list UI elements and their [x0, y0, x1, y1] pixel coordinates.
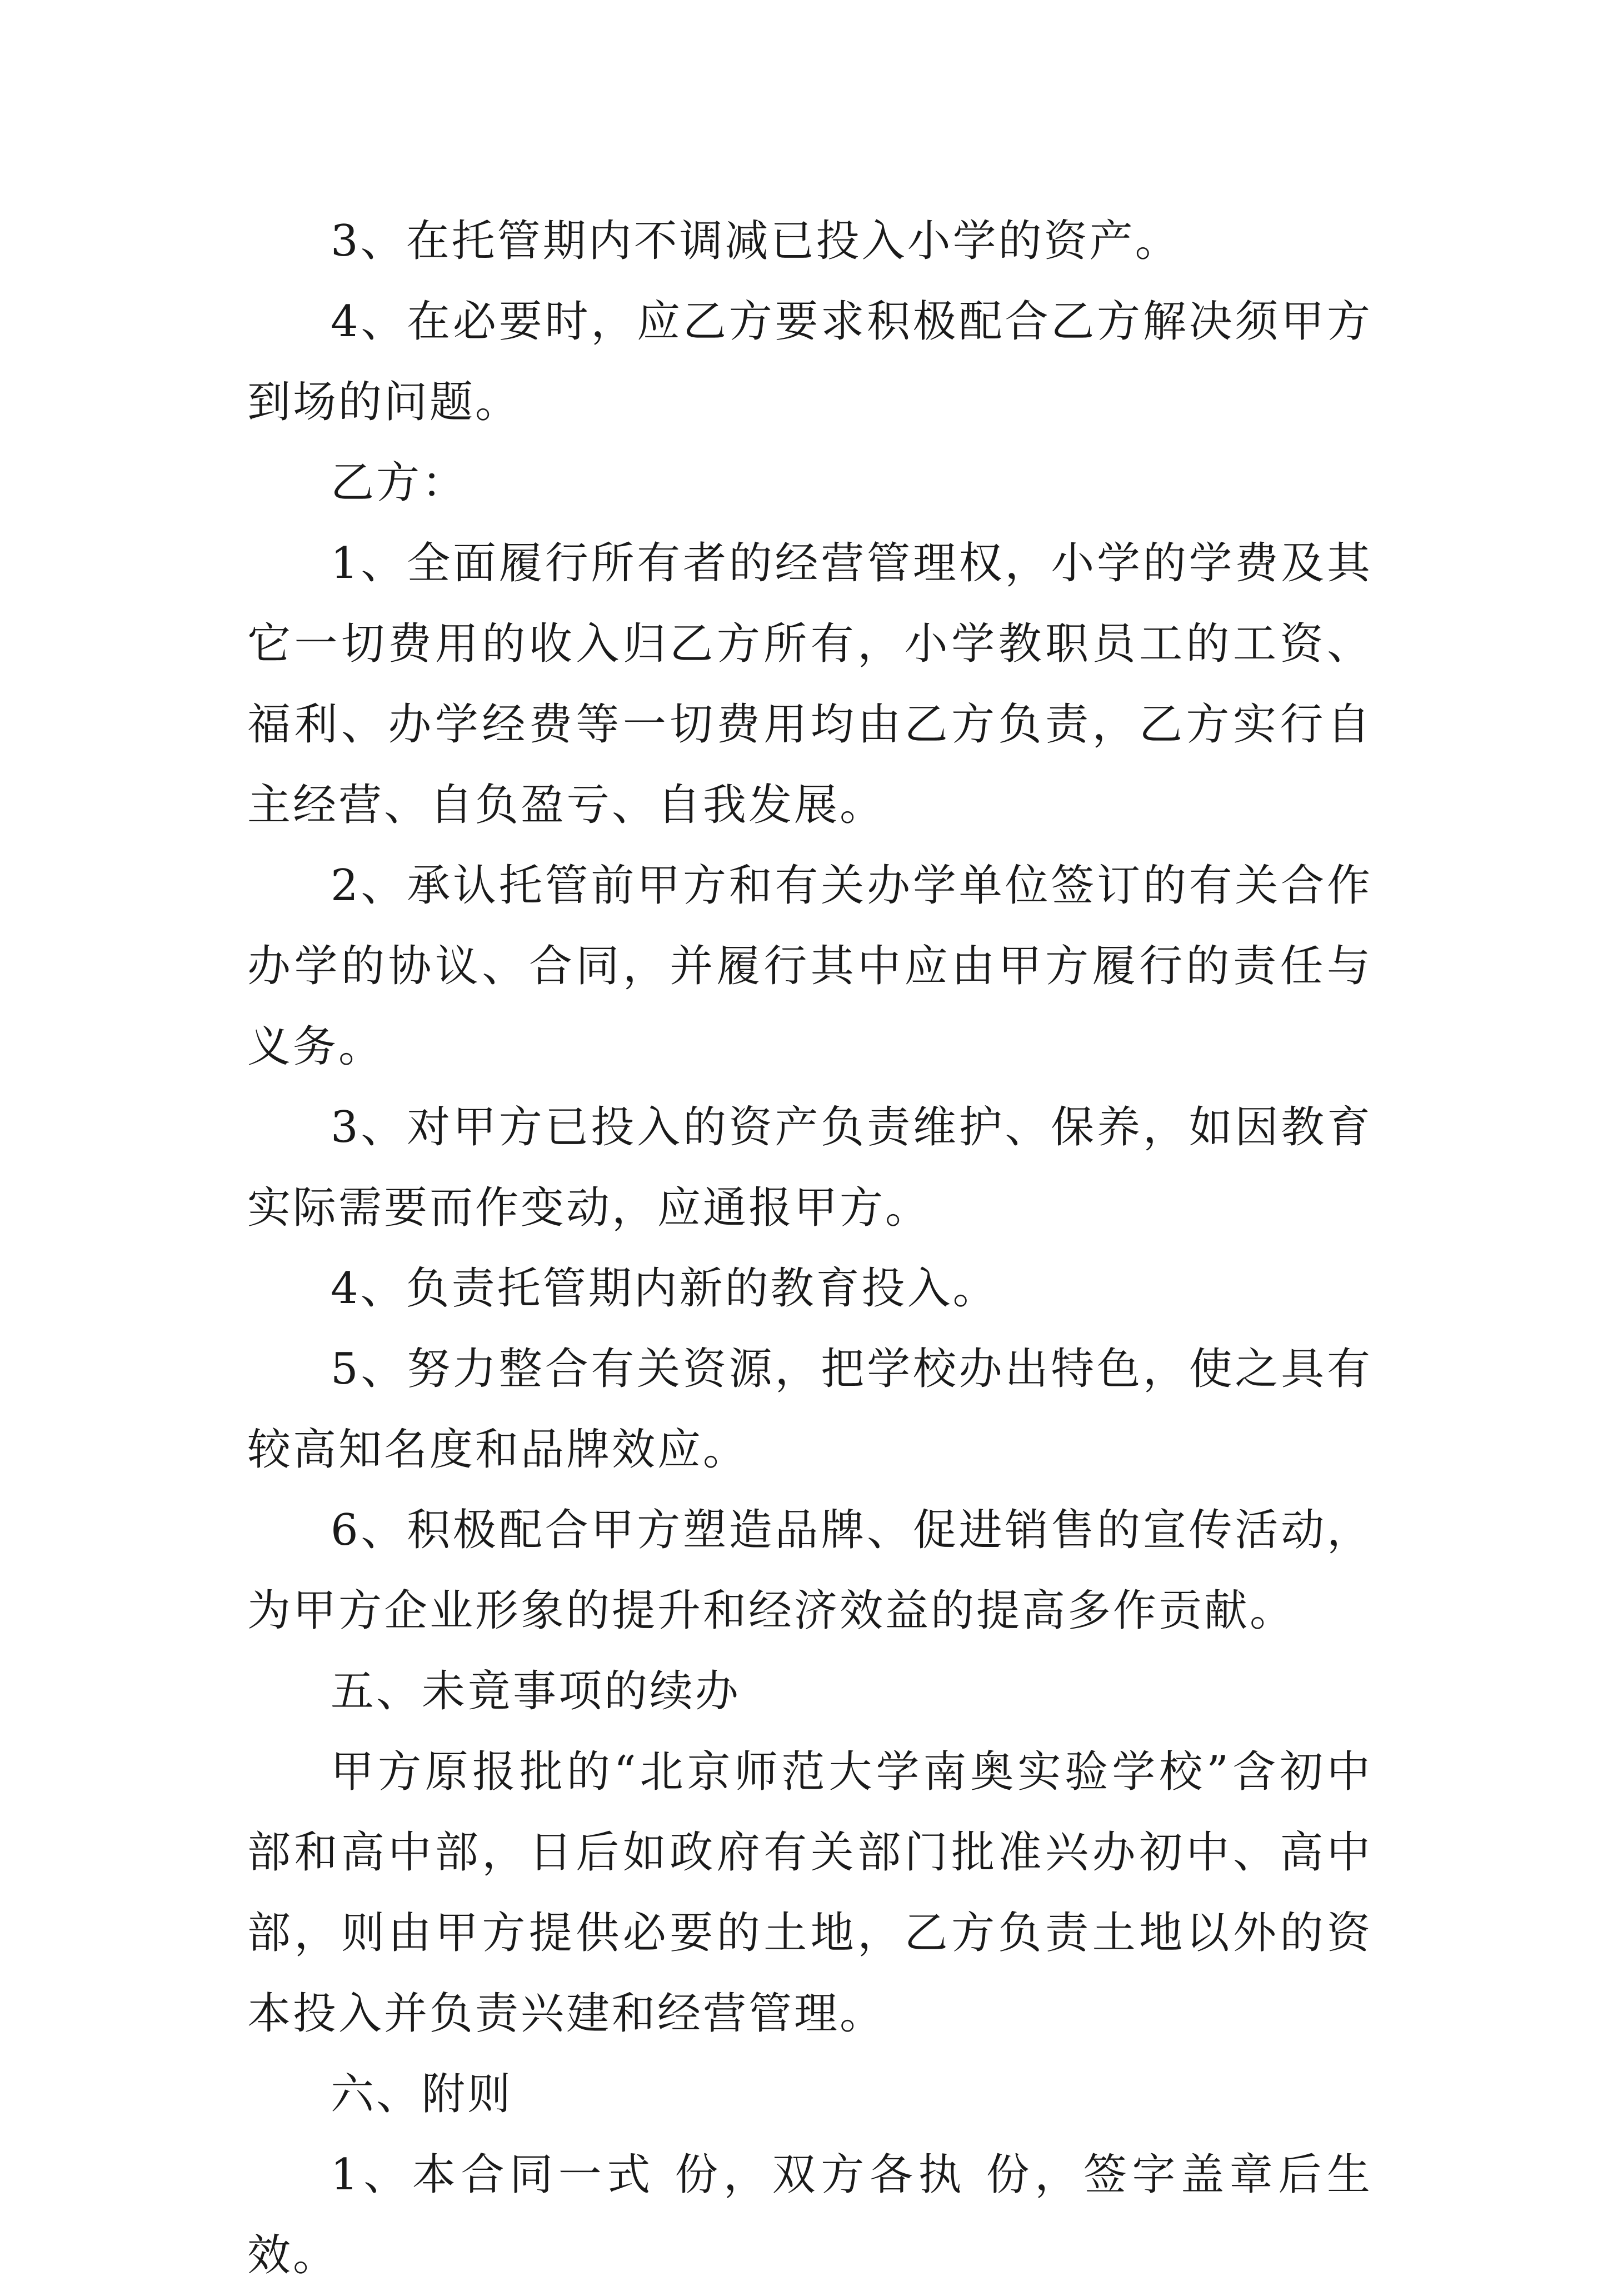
- clause-b3-asset-maintenance: 3、对甲方已投入的资产负责维护、保养，如因教育实际需要而作变动，应通报甲方。: [247, 1102, 1372, 1233]
- clause-b1-management-rights: 1、全面履行所有者的经营管理权，小学的学费及其它一切费用的收入归乙方所有，小学教职员工的工资、福利、办学经费等一切费用均由乙方负责，乙方实行自主经营、自负盈亏、自我发展。: [247, 538, 1372, 830]
- clause-b6-promotion: 6、积极配合甲方塑造品牌、促进销售的宣传活动，为甲方企业形象的提升和经济效益的提高多作贡献。: [247, 1505, 1372, 1636]
- section-5-heading: 五、未竟事项的续办: [331, 1666, 741, 1716]
- party-b-heading: 乙方：: [331, 458, 468, 508]
- clause-a3-no-asset-reduction: 3、在托管期内不调减已投入小学的资产。: [331, 216, 1181, 266]
- section-5-body: 甲方原报批的“北京师范大学南奥实验学校”含初中部和高中部，日后如政府有关部门批准兴办初中、高中部，则由甲方提供必要的土地，乙方负责土地以外的资本投入并负责兴建和经营管理。: [247, 1747, 1372, 2039]
- section-6-clause-1: 1、本合同一式 份，双方各执 份，签字盖章后生效。: [247, 2150, 1372, 2280]
- clause-b5-school-branding: 5、努力整合有关资源，把学校办出特色，使之具有较高知名度和品牌效应。: [247, 1344, 1372, 1475]
- document-body: [247, 201, 1372, 2296]
- clause-b4-new-investment: 4、负责托管期内新的教育投入。: [331, 1264, 998, 1314]
- section-6-heading: 六、附则: [331, 2069, 513, 2119]
- clause-a4-cooperation: 4、在必要时，应乙方要求积极配合乙方解决须甲方到场的问题。: [247, 297, 1372, 427]
- clause-b2-existing-agreements: 2、承认托管前甲方和有关办学单位签订的有关合作办学的协议、合同，并履行其中应由甲方履行的责任与义务。: [247, 861, 1372, 1072]
